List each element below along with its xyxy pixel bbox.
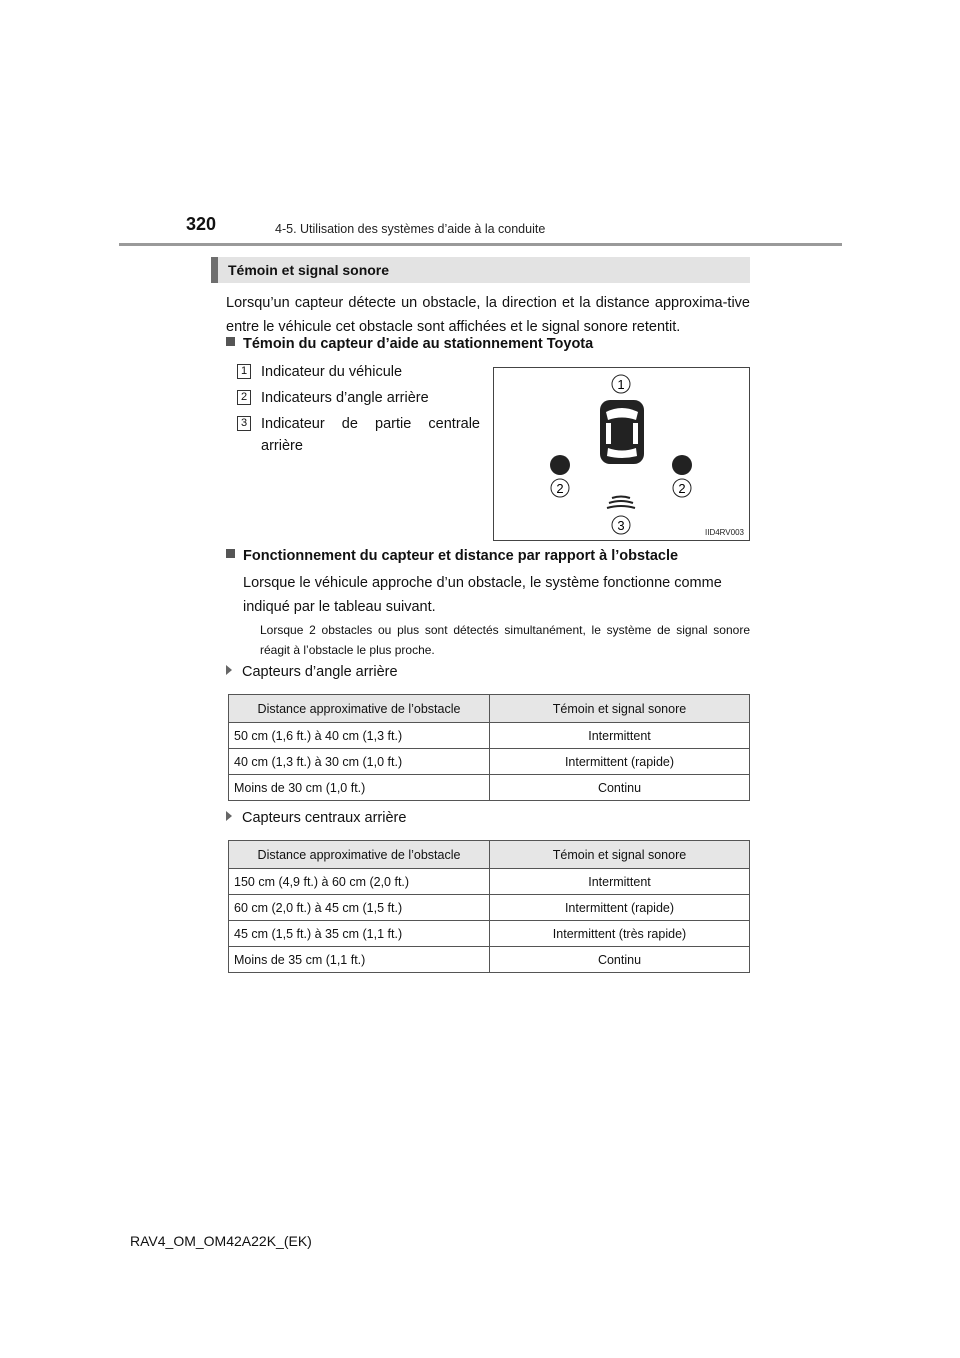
- arrow-bullet-icon: [226, 811, 232, 821]
- table-cell: Intermittent: [490, 723, 750, 749]
- rear-corner-indicator-left: [550, 455, 570, 475]
- table-cell: 60 cm (2,0 ft.) à 45 cm (1,5 ft.): [229, 895, 490, 921]
- table-cell: Intermittent (rapide): [490, 895, 750, 921]
- list-item-text: Indicateur du véhicule: [261, 364, 403, 380]
- intro-paragraph: Lorsqu’un capteur détecte un obstacle, la direction et la distance approxima-tive entre le véhicule cet obstacle sont affichées et le signal sonore retentit.: [226, 295, 750, 335]
- table-cell: Moins de 35 cm (1,1 ft.): [229, 947, 490, 973]
- callout-number: 2: [678, 481, 686, 496]
- figure-code: IID4RV003: [705, 528, 744, 537]
- table-cell: Intermittent (rapide): [490, 749, 750, 775]
- subsection-heading-operation: [226, 548, 678, 564]
- square-bullet-icon: [226, 337, 235, 346]
- rear-corner-indicator-right: [672, 455, 692, 475]
- table-row: [229, 775, 750, 801]
- rear-center-sensors-table: [228, 840, 750, 973]
- table-row: [229, 921, 750, 947]
- vehicle-indicator-icon: [600, 400, 644, 464]
- column-header: Distance approximative de l’obstacle: [229, 695, 490, 723]
- header-rule: [119, 243, 842, 246]
- table-cell: 45 cm (1,5 ft.) à 35 cm (1,1 ft.): [229, 921, 490, 947]
- table-header-row: [229, 841, 750, 869]
- caption-text: Capteurs d’angle arrière: [242, 664, 398, 680]
- callout-badge: 2: [237, 390, 251, 405]
- callout-badge: 1: [237, 364, 251, 379]
- caption-text: Capteurs centraux arrière: [242, 810, 407, 826]
- operation-paragraph: Lorsque le véhicule approche d’un obstacle, le système fonctionne comme indiqué par le tableau suivant.: [243, 575, 722, 615]
- footer-doc-code: RAV4_OM_OM42A22K_(EK): [130, 1233, 312, 1249]
- arrow-bullet-icon: [226, 665, 232, 675]
- table-header-row: [229, 695, 750, 723]
- column-header: Distance approximative de l’obstacle: [229, 841, 490, 869]
- table-row: [229, 869, 750, 895]
- callout-number: 2: [556, 481, 564, 496]
- callout-number: 3: [617, 518, 625, 533]
- table-cell: 40 cm (1,3 ft.) à 30 cm (1,0 ft.): [229, 749, 490, 775]
- note-paragraph: Lorsque 2 obstacles ou plus sont détectés simultanément, le système de signal sonore réagit à l’obstacle le plus proche.: [260, 623, 750, 657]
- parking-assist-figure: [493, 367, 750, 541]
- table-row: [229, 749, 750, 775]
- rear-center-indicator-icon: [607, 497, 635, 509]
- table-cell: Intermittent: [490, 869, 750, 895]
- section-header: 4-5. Utilisation des systèmes d’aide à la conduite: [275, 222, 546, 236]
- list-item: [237, 387, 480, 409]
- table2-caption: [226, 810, 406, 826]
- table-row: [229, 895, 750, 921]
- page-number: 320: [186, 214, 217, 234]
- parking-indicator-diagram: [494, 368, 749, 540]
- subsection-heading-indicator: [226, 336, 593, 352]
- table-cell: Moins de 30 cm (1,0 ft.): [229, 775, 490, 801]
- box-title: Témoin et signal sonore: [211, 257, 750, 283]
- square-bullet-icon: [226, 549, 235, 558]
- column-header: Témoin et signal sonore: [490, 695, 750, 723]
- list-item: [237, 361, 480, 383]
- subsection-heading-text: Témoin du capteur d’aide au stationnement Toyota: [243, 336, 594, 352]
- table-cell: 50 cm (1,6 ft.) à 40 cm (1,3 ft.): [229, 723, 490, 749]
- list-item-text: Indicateur de partie centrale arrière: [261, 416, 480, 454]
- column-header: Témoin et signal sonore: [490, 841, 750, 869]
- table-cell: Intermittent (très rapide): [490, 921, 750, 947]
- list-item-text: Indicateurs d’angle arrière: [261, 390, 429, 406]
- table-row: [229, 947, 750, 973]
- table-cell: Continu: [490, 947, 750, 973]
- callout-badge: 3: [237, 416, 251, 431]
- table-cell: 150 cm (4,9 ft.) à 60 cm (2,0 ft.): [229, 869, 490, 895]
- table-cell: Continu: [490, 775, 750, 801]
- list-item: [237, 413, 480, 457]
- rear-corner-sensors-table: [228, 694, 750, 801]
- callout-number: 1: [617, 377, 625, 392]
- table-row: [229, 723, 750, 749]
- table1-caption: [226, 664, 398, 680]
- subsection-heading-text: Fonctionnement du capteur et distance par rapport à l’obstacle: [243, 548, 679, 564]
